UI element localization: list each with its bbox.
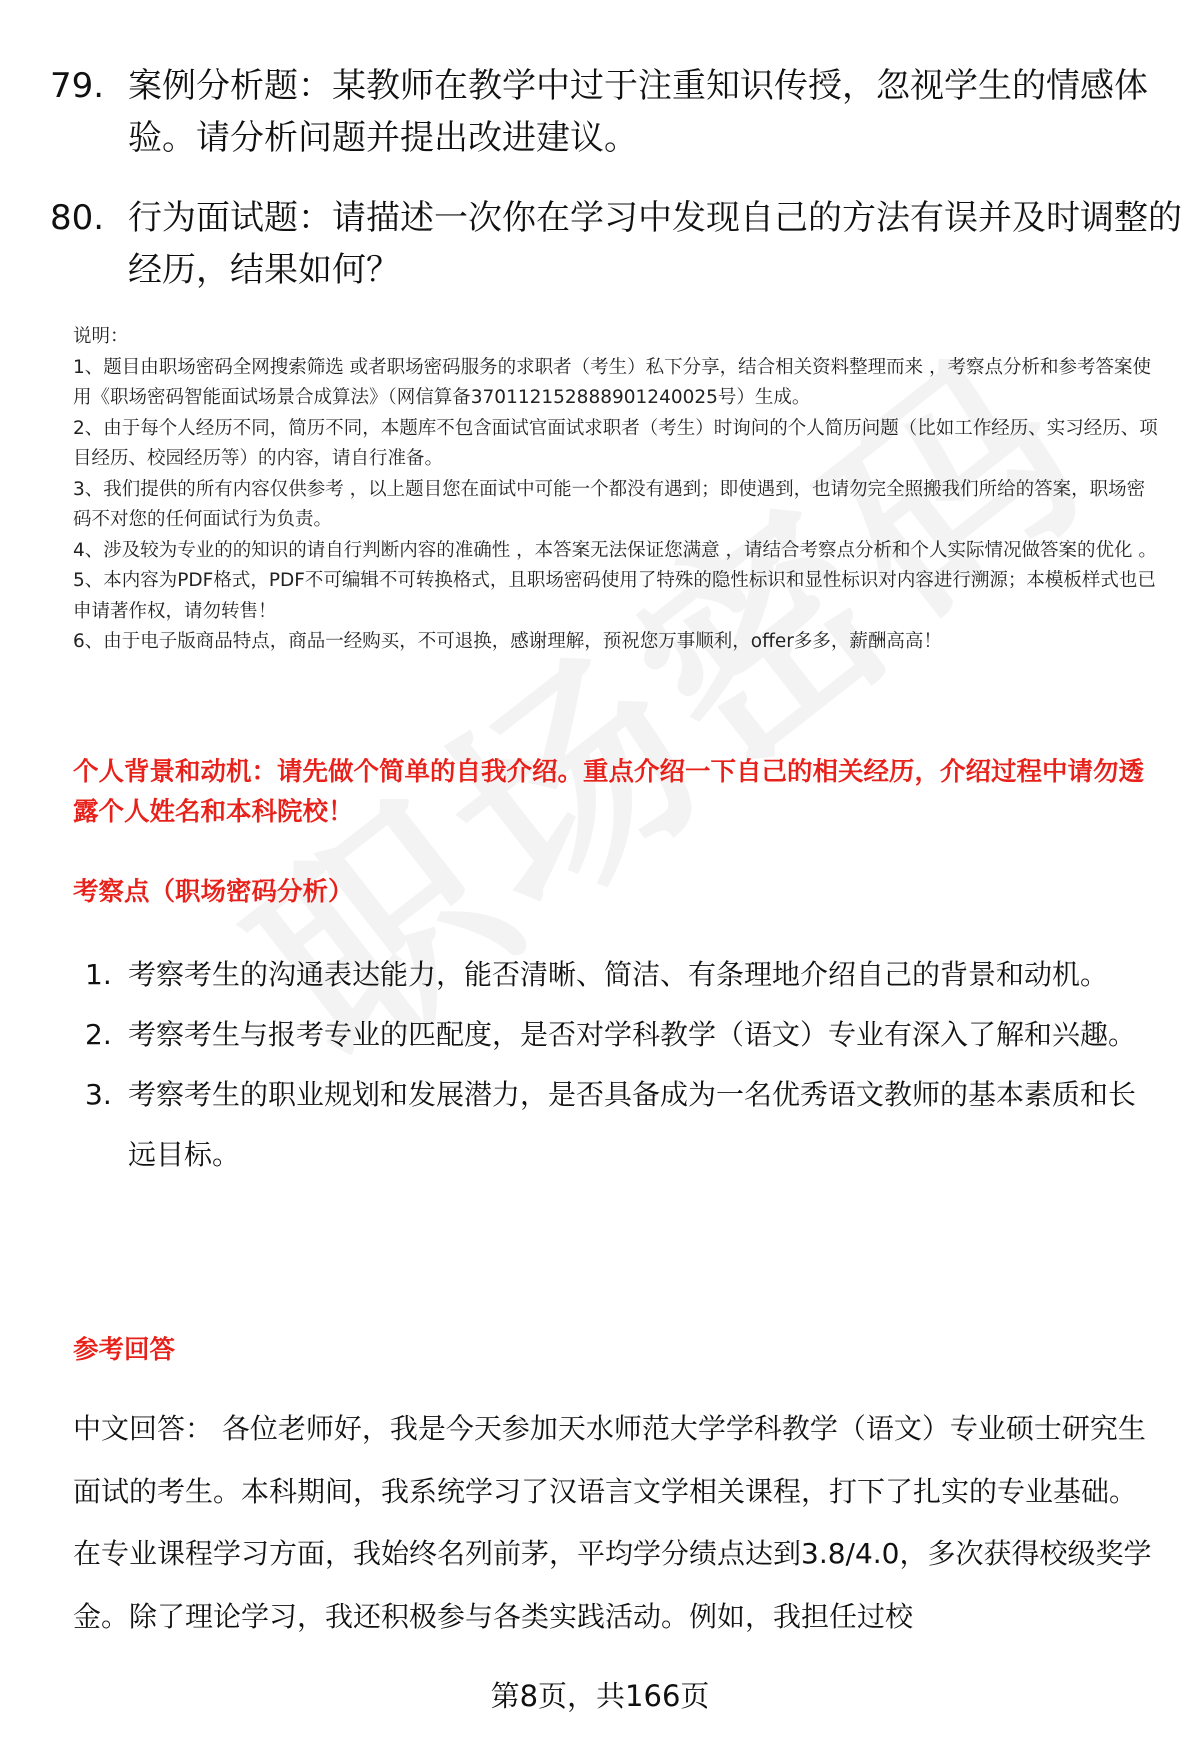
disclaimer-notes [73, 322, 1158, 658]
point-text: 考察考生的职业规划和发展潜力，是否具备成为一名优秀语文教师的基本素质和长远目标。 [128, 1078, 1137, 1171]
assessment-points [80, 945, 1160, 1185]
note-item: 1、题目由职场密码全网搜索筛选 或者职场密码服务的求职者（考生）私下分享，结合相关资料整理而来 ，考察点分析和参考答案使用《职场密码智能面试场景合成算法》（网信算备370112152888901240025号）生成。 [73, 356, 1152, 408]
reference-answer: 中文回答： 各位老师好，我是今天参加天水师范大学学科教学（语文）专业硕士研究生面试的考生。本科期间，我系统学习了汉语言文学相关课程，打下了扎实的专业基础。在专业课程学习方面，我始终名列前茅，平均学分绩点达到3.8/4.0，多次获得校级奖学金。除了理论学习，我还积极参与各类实践活动。例如，我担任过校 [73, 1412, 1152, 1633]
reference-heading: 参考回答 [73, 1335, 176, 1365]
background-question-heading: 个人背景和动机：请先做个简单的自我介绍。重点介绍一下自己的相关经历，介绍过程中请勿透露个人姓名和本科院校！ [73, 757, 1145, 827]
point-number: 1. [85, 958, 112, 991]
point-number: 2. [85, 1018, 112, 1051]
point-text: 考察考生与报考专业的匹配度，是否对学科教学（语文）专业有深入了解和兴趣。 [128, 1018, 1137, 1051]
assessment-point [80, 1065, 1160, 1185]
point-text: 考察考生的沟通表达能力，能否清晰、简洁、有条理地介绍自己的背景和动机。 [128, 958, 1109, 991]
note-item: 2、由于每个人经历不同，简历不同，本题库不包含面试官面试求职者（考生）时询问的个人简历问题（比如工作经历、实习经历、项目经历、校园经历等）的内容，请自行准备。 [73, 417, 1158, 469]
note-item: 3、我们提供的所有内容仅供参考 ，以上题目您在面试中可能一个都没有遇到；即使遇到，也请勿完全照搬我们所给的答案，职场密码不对您的任何面试行为负责。 [73, 478, 1146, 530]
question-number: 80. [50, 198, 105, 238]
question-number: 79. [50, 66, 105, 106]
assessment-heading: 考察点（职场密码分析） [73, 877, 354, 907]
note-item: 6、由于电子版商品特点，商品一经购买，不可退换，感谢理解，预祝您万事顺利，offer多多，薪酬高高！ [73, 631, 942, 652]
question-80 [50, 192, 1182, 296]
point-number: 3. [85, 1078, 112, 1111]
question-79 [50, 60, 1160, 164]
question-text: 案例分析题：某教师在教学中过于注重知识传授，忽视学生的情感体验。请分析问题并提出改进建议。 [128, 66, 1148, 158]
note-item: 4、涉及较为专业的的知识的请自行判断内容的准确性 ，本答案无法保证您满意 ，请结合考察点分析和个人实际情况做答案的优化 。 [73, 539, 1157, 561]
question-text: 行为面试题：请描述一次你在学习中发现自己的方法有误并及时调整的经历，结果如何？ [128, 198, 1182, 290]
note-item: 5、本内容为PDF格式，PDF不可编辑不可转换格式，且职场密码使用了特殊的隐性标识和显性标识对内容进行溯源；本模板样式也已申请著作权，请勿转售！ [73, 570, 1156, 622]
page-footer: 第8页，共166页 [490, 1679, 710, 1713]
notes-title: 说明： [73, 326, 129, 347]
assessment-point [80, 945, 1160, 1005]
assessment-point [80, 1005, 1160, 1065]
